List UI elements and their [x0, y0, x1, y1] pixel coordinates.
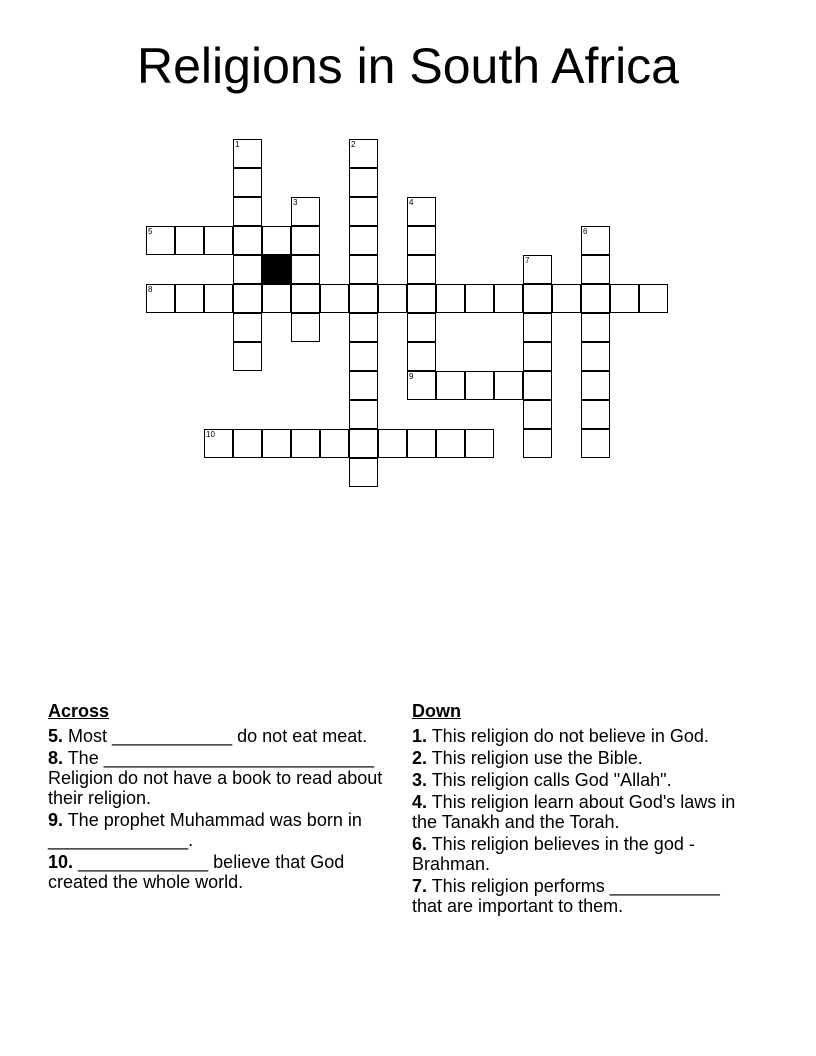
clue-text: This religion calls God "Allah". [427, 770, 672, 790]
grid-cell[interactable] [291, 313, 320, 342]
grid-cell[interactable] [349, 226, 378, 255]
grid-cell[interactable] [407, 255, 436, 284]
across-clues [48, 700, 388, 894]
clue-text: This religion believes in the god - Brahman. [412, 834, 695, 874]
grid-cell[interactable] [465, 429, 494, 458]
grid-cell[interactable] [233, 139, 262, 168]
grid-cell[interactable] [581, 284, 610, 313]
grid-cell[interactable] [175, 284, 204, 313]
grid-cell[interactable] [233, 168, 262, 197]
clue-across-5 [48, 726, 388, 746]
grid-cell[interactable] [523, 313, 552, 342]
grid-cell[interactable] [233, 313, 262, 342]
grid-cell[interactable] [204, 284, 233, 313]
clue-number: 9. [48, 810, 64, 830]
grid-cell[interactable] [146, 226, 175, 255]
clue-text: This religion learn about God's laws in the Tanakh and the Torah. [412, 792, 736, 832]
grid-cell[interactable] [233, 197, 262, 226]
grid-cell[interactable] [407, 371, 436, 400]
across-heading: Across [48, 701, 110, 721]
clue-across-8 [48, 748, 388, 808]
grid-cell[interactable] [407, 197, 436, 226]
grid-cell[interactable] [291, 255, 320, 284]
down-clues [412, 700, 752, 918]
grid-cell[interactable] [204, 226, 233, 255]
grid-cell[interactable] [494, 284, 523, 313]
grid-cell[interactable] [233, 284, 262, 313]
clue-across-10 [48, 852, 388, 892]
grid-cell[interactable] [436, 371, 465, 400]
grid-cell[interactable] [581, 226, 610, 255]
grid-cell[interactable] [349, 371, 378, 400]
clue-number-label: 6 [583, 227, 588, 236]
grid-cell[interactable] [291, 197, 320, 226]
clue-number: 7. [412, 876, 428, 896]
clue-text: This religion do not believe in God. [427, 726, 709, 746]
clue-number: 10. [48, 852, 74, 872]
clue-text: This religion performs ___________ that are important to them. [412, 876, 720, 916]
grid-cell[interactable] [523, 429, 552, 458]
clue-text: The ___________________________ Religion do not have a book to read about their religion. [48, 748, 383, 808]
grid-cell[interactable] [349, 139, 378, 168]
clue-number: 5. [48, 726, 64, 746]
clue-down-2 [412, 748, 752, 768]
grid-cell[interactable] [233, 342, 262, 371]
clue-down-7 [412, 876, 752, 916]
clue-text: _____________ believe that God created the whole world. [48, 852, 345, 892]
clue-down-1 [412, 726, 752, 746]
grid-cell[interactable] [610, 284, 639, 313]
grid-cell[interactable] [291, 226, 320, 255]
clue-number-label: 7 [525, 256, 530, 265]
grid-cell[interactable] [523, 342, 552, 371]
clue-number-label: 3 [293, 198, 298, 207]
grid-cell[interactable] [581, 371, 610, 400]
grid-cell[interactable] [552, 284, 581, 313]
grid-cell[interactable] [523, 255, 552, 284]
clue-number-label: 1 [235, 140, 240, 149]
clue-number-label: 10 [206, 430, 215, 439]
grid-cell[interactable] [378, 284, 407, 313]
clue-number: 8. [48, 748, 64, 768]
grid-cell[interactable] [233, 255, 262, 284]
grid-cell[interactable] [523, 400, 552, 429]
grid-cell[interactable] [349, 458, 378, 487]
clue-number: 3. [412, 770, 428, 790]
clue-number-label: 5 [148, 227, 153, 236]
grid-cell[interactable] [233, 429, 262, 458]
clue-across-9 [48, 810, 388, 850]
puzzle-title: Religions in South Africa [137, 38, 679, 94]
grid-cell[interactable] [320, 429, 349, 458]
grid-cell[interactable] [146, 284, 175, 313]
grid-cell[interactable] [320, 284, 349, 313]
clue-number-label: 8 [148, 285, 153, 294]
clue-down-6 [412, 834, 752, 874]
grid-cell[interactable] [175, 226, 204, 255]
clue-number-label: 2 [351, 140, 356, 149]
clue-number: 6. [412, 834, 428, 854]
clue-down-4 [412, 792, 752, 832]
grid-cell[interactable] [407, 313, 436, 342]
grid-cell[interactable] [378, 429, 407, 458]
grid-cell[interactable] [262, 284, 291, 313]
grid-block [262, 255, 291, 284]
clue-number: 4. [412, 792, 428, 812]
grid-cell[interactable] [291, 284, 320, 313]
grid-cell[interactable] [407, 226, 436, 255]
grid-cell[interactable] [349, 284, 378, 313]
clue-number: 2. [412, 748, 428, 768]
clue-down-3 [412, 770, 752, 790]
grid-cell[interactable] [465, 284, 494, 313]
grid-cell[interactable] [523, 371, 552, 400]
grid-cell[interactable] [407, 284, 436, 313]
grid-cell[interactable] [204, 429, 233, 458]
grid-cell[interactable] [436, 429, 465, 458]
clue-number-label: 9 [409, 372, 414, 381]
grid-cell[interactable] [639, 284, 668, 313]
grid-cell[interactable] [291, 429, 320, 458]
clue-text: This religion use the Bible. [427, 748, 643, 768]
grid-cell[interactable] [581, 255, 610, 284]
grid-cell[interactable] [349, 342, 378, 371]
grid-cell[interactable] [581, 400, 610, 429]
clue-text: Most ____________ do not eat meat. [63, 726, 368, 746]
grid-cell[interactable] [494, 371, 523, 400]
grid-cell[interactable] [581, 313, 610, 342]
grid-cell[interactable] [407, 429, 436, 458]
grid-cell[interactable] [262, 226, 291, 255]
grid-cell[interactable] [349, 197, 378, 226]
clue-number: 1. [412, 726, 428, 746]
grid-cell[interactable] [523, 284, 552, 313]
grid-cell[interactable] [349, 313, 378, 342]
grid-cell[interactable] [581, 429, 610, 458]
grid-cell[interactable] [349, 429, 378, 458]
grid-cell[interactable] [349, 400, 378, 429]
grid-cell[interactable] [581, 342, 610, 371]
grid-cell[interactable] [262, 429, 291, 458]
clue-number-label: 4 [409, 198, 414, 207]
grid-cell[interactable] [465, 371, 494, 400]
grid-cell[interactable] [233, 226, 262, 255]
clue-text: The prophet Muhammad was born in ______________. [48, 810, 362, 850]
grid-cell[interactable] [436, 284, 465, 313]
grid-cell[interactable] [349, 168, 378, 197]
grid-cell[interactable] [407, 342, 436, 371]
grid-cell[interactable] [349, 255, 378, 284]
down-heading: Down [412, 701, 461, 721]
